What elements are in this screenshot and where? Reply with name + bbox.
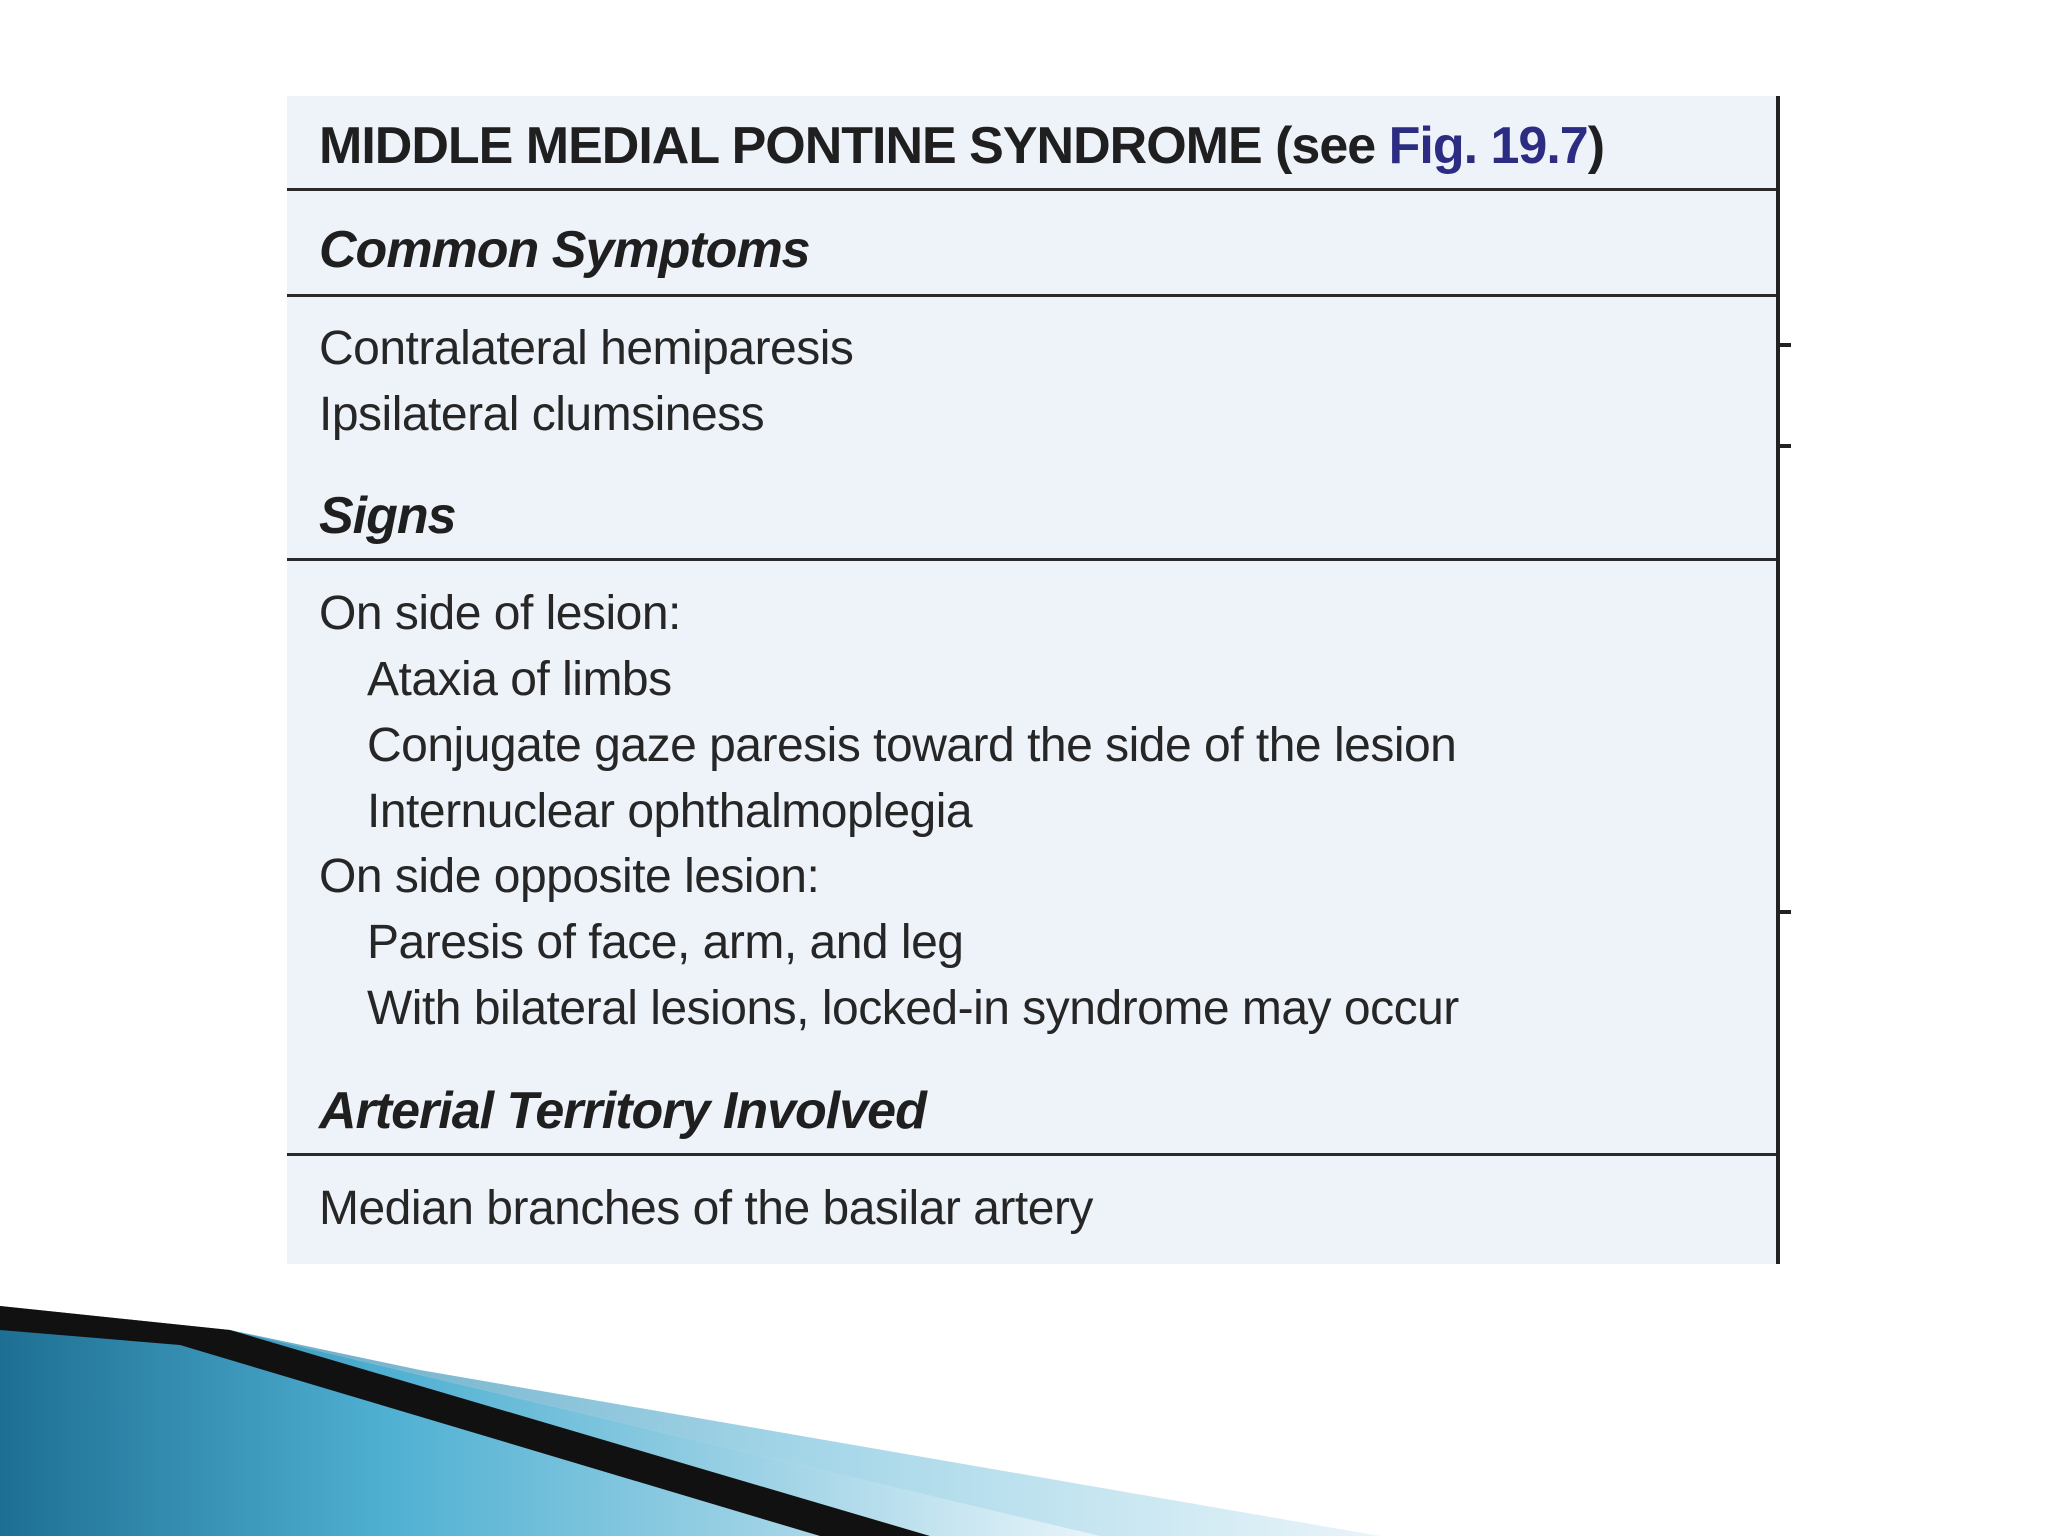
divider <box>287 1153 1776 1156</box>
divider <box>287 188 1776 191</box>
border-tick <box>1779 343 1791 347</box>
territory-heading: Arterial Territory Involved <box>319 1082 926 1140</box>
teal-wedge <box>0 1306 1100 1536</box>
sign-line: On side opposite lesion: <box>319 850 820 903</box>
sign-line: With bilateral lesions, locked-in syndrome may occur <box>367 982 1459 1035</box>
title-text: MIDDLE MEDIAL PONTINE SYNDROME (see <box>319 117 1389 175</box>
symptoms-heading: Common Symptoms <box>319 221 810 279</box>
symptom-line: Ipsilateral clumsiness <box>319 388 765 441</box>
symptom-line: Contralateral hemiparesis <box>319 322 854 375</box>
divider <box>287 558 1776 561</box>
sign-line: Ataxia of limbs <box>367 653 672 706</box>
border-tick <box>1779 910 1791 914</box>
figure-reference: Fig. 19.7 <box>1388 117 1588 175</box>
light-wedge <box>230 1330 1380 1536</box>
border-tick <box>1779 444 1791 448</box>
territory-line: Median branches of the basilar artery <box>319 1182 1093 1235</box>
sign-line: Internuclear ophthalmoplegia <box>367 785 973 838</box>
signs-heading: Signs <box>319 487 456 545</box>
dark-wedge <box>0 1306 930 1536</box>
divider <box>287 294 1776 297</box>
table-title <box>319 116 1604 176</box>
sign-line: On side of lesion: <box>319 587 681 640</box>
sign-line: Conjugate gaze paresis toward the side of the lesion <box>367 719 1457 772</box>
sign-line: Paresis of face, arm, and leg <box>367 916 964 969</box>
title-close: ) <box>1587 117 1605 175</box>
syndrome-table-image <box>287 96 1780 1264</box>
